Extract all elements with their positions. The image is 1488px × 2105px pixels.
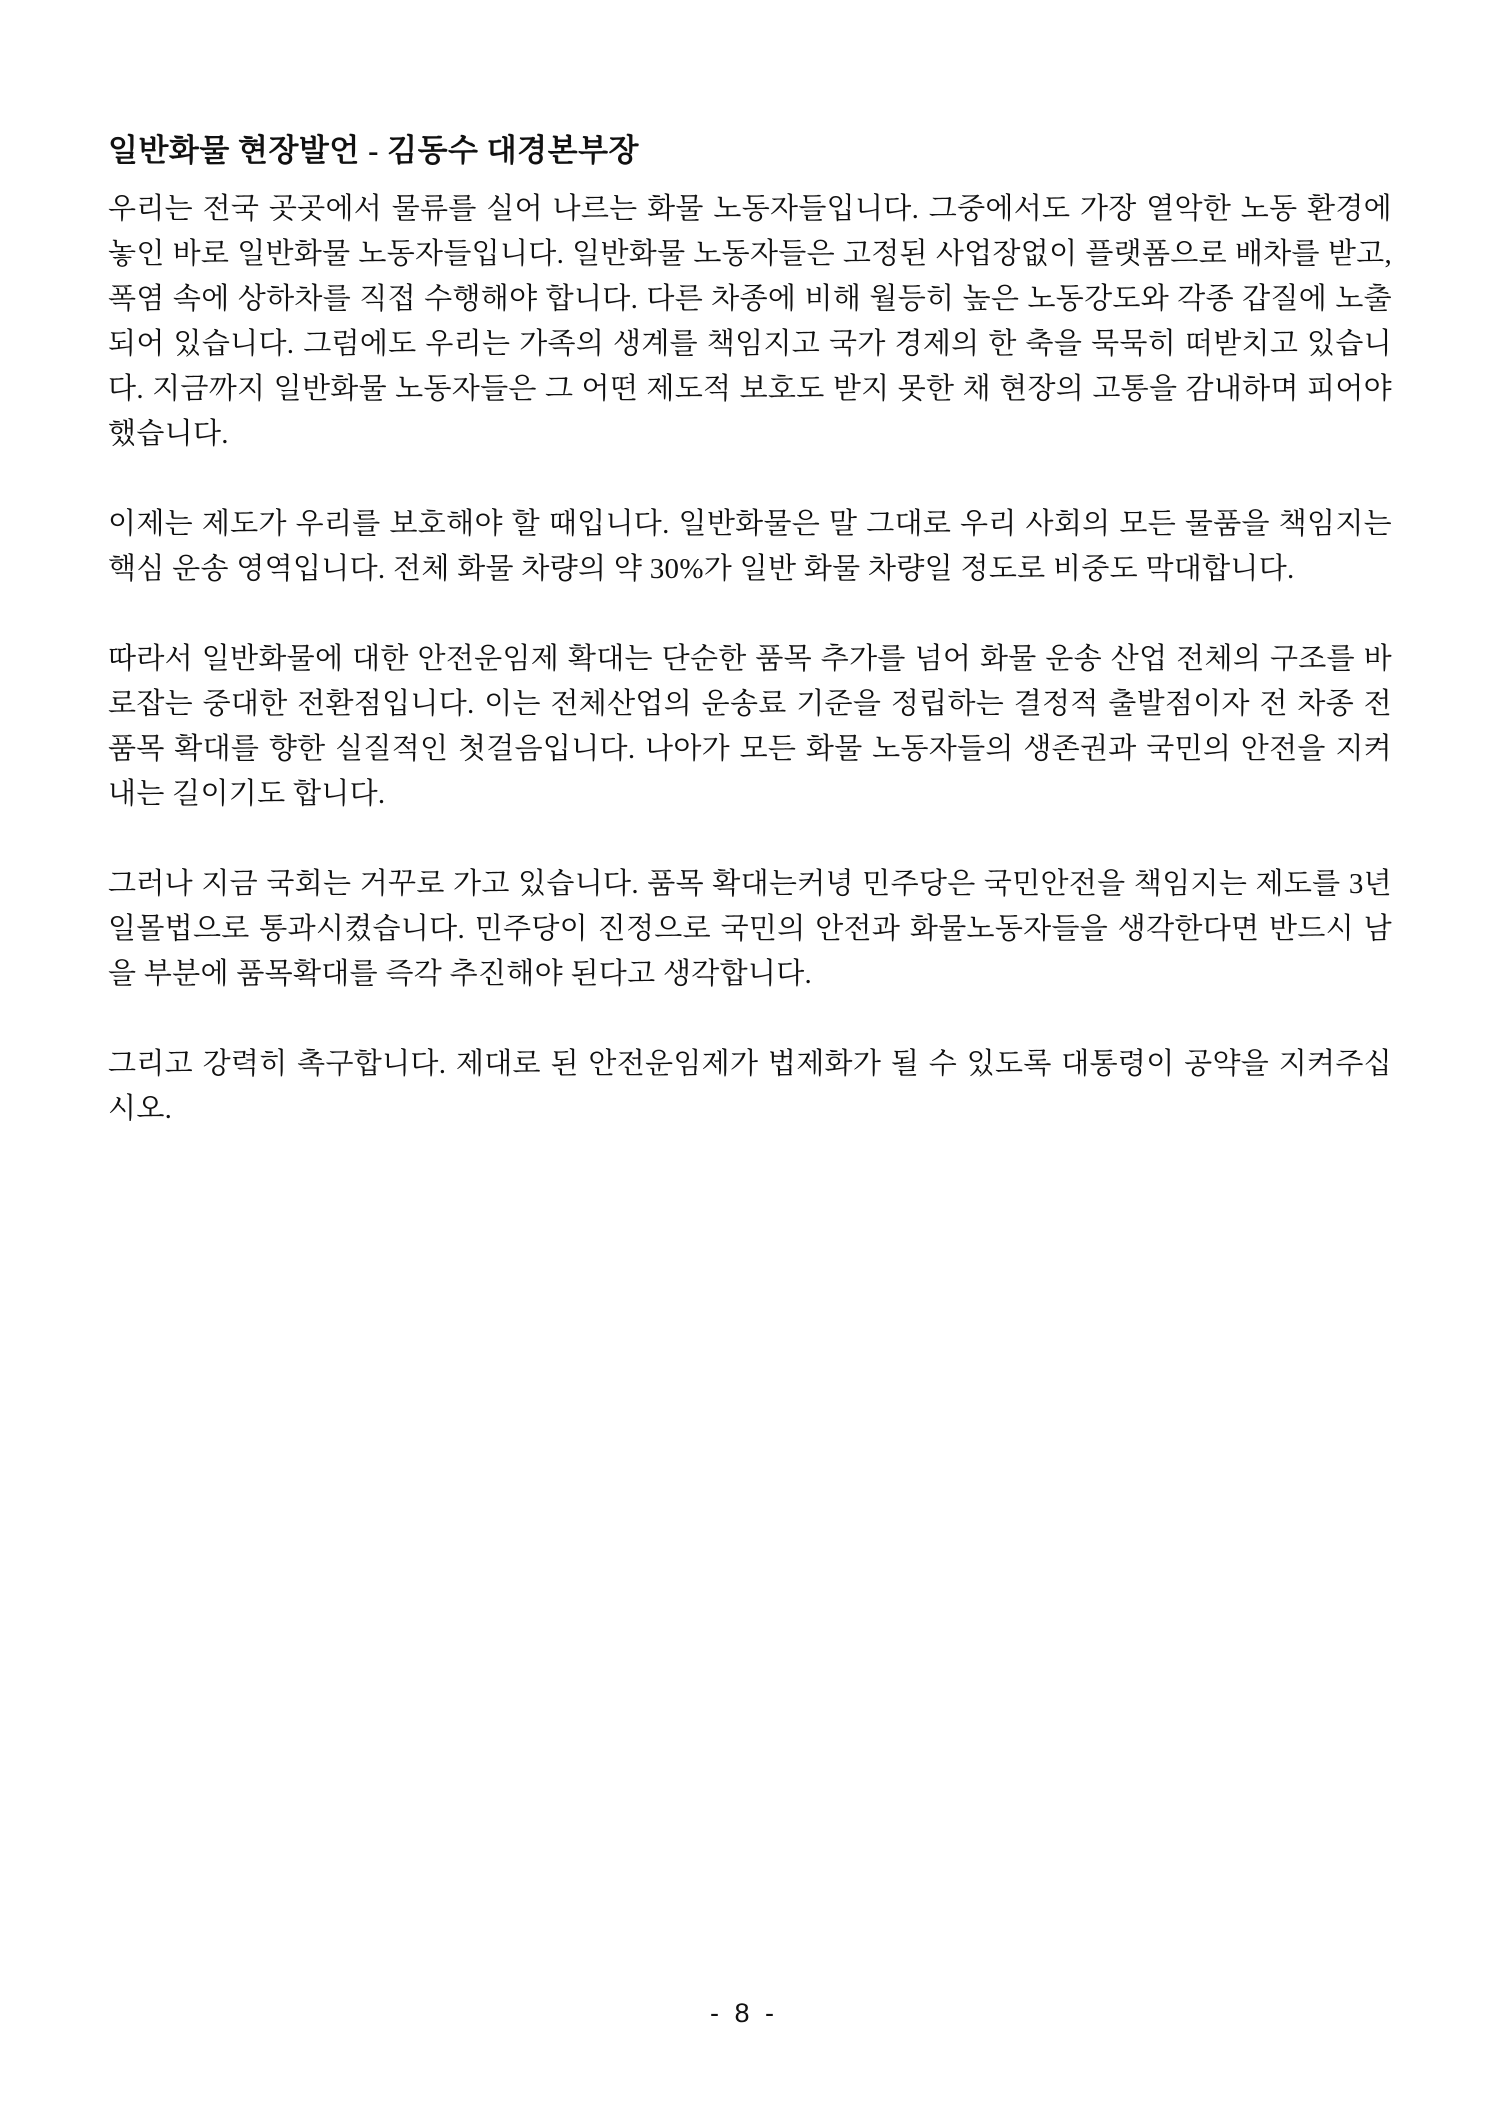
paragraph-5: 그리고 강력히 촉구합니다. 제대로 된 안전운임제가 법제화가 될 수 있도록 대통령이 공약을 지켜주십시오. [108,1048,1392,1125]
page-number: - 8 - [709,1998,778,2028]
document-content [108,128,1392,1177]
paragraph-4: 그러나 지금 국회는 거꾸로 가고 있습니다. 품목 확대는커녕 민주당은 국민안전을 책임지는 제도를 3년 일몰법으로 통과시켰습니다. 민주당이 진정으로 국민의 안전과 화물노동자들을 생각한다면 반드시 남을 부분에 품목확대를 즉각 추진해야 된다고 생각합니다. [108,868,1392,990]
paragraph-2: 이제는 제도가 우리를 보호해야 할 때입니다. 일반화물은 말 그대로 우리 사회의 모든 물품을 책임지는 핵심 운송 영역입니다. 전체 화물 차량의 약 30%가 일반 화물 차량일 정도로 비중도 막대합니다. [108,508,1392,585]
paragraph-1: 우리는 전국 곳곳에서 물류를 실어 나르는 화물 노동자들입니다. 그중에서도 가장 열악한 노동 환경에 놓인 바로 일반화물 노동자들입니다. 일반화물 노동자들은 고정된 사업장없이 플랫폼으로 배차를 받고, 폭염 속에 상하차를 직접 수행해야 합니다. 다른 차종에 비해 월등히 높은 노동강도와 각종 갑질에 노출되어 있습니다. 그럼에도 우리는 가족의 생계를 책임지고 국가 경제의 한 축을 묵묵히 떠받치고 있습니다. 지금까지 일반화물 노동자들은 그 어떤 제도적 보호도 받지 못한 채 현장의 고통을 감내하며 피어야 했습니다. [108,193,1392,450]
paragraph-3: 따라서 일반화물에 대한 안전운임제 확대는 단순한 품목 추가를 넘어 화물 운송 산업 전체의 구조를 바로잡는 중대한 전환점입니다. 이는 전체산업의 운송료 기준을 정립하는 결정적 출발점이자 전 차종 전 품목 확대를 향한 실질적인 첫걸음입니다. 나아가 모든 화물 노동자들의 생존권과 국민의 안전을 지켜내는 길이기도 합니다. [108,643,1392,810]
document-title: 일반화물 현장발언 - 김동수 대경본부장 [108,133,639,168]
